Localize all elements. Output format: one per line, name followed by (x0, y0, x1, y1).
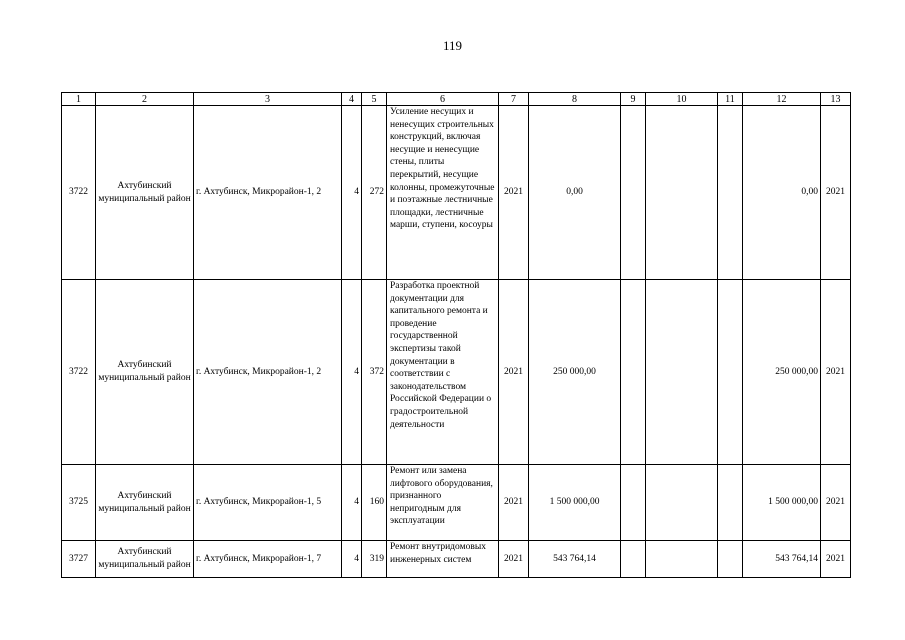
col4-cell: 4 (342, 106, 362, 280)
table-row (62, 541, 851, 578)
repair-program-table (61, 92, 851, 578)
col9-cell (621, 465, 646, 541)
col10-cell (646, 106, 718, 280)
col11-cell (718, 465, 743, 541)
address-cell: г. Ахтубинск, Микрорайон-1, 7 (194, 541, 342, 578)
header-cell: 1 (62, 93, 96, 106)
municipality-cell: Ахтубинский муниципальный район (96, 106, 194, 280)
header-cell: 4 (342, 93, 362, 106)
municipality-cell: Ахтубинский муниципальный район (96, 541, 194, 578)
header-cell: 12 (743, 93, 821, 106)
object-id-cell: 3722 (62, 106, 96, 280)
col11-cell (718, 106, 743, 280)
work-type-cell: Ремонт или замена лифтового оборудования, признанного непригодным для эксплуатации (387, 465, 499, 541)
table-row (62, 106, 851, 280)
work-type-cell: Ремонт внутридомовых инженерных систем (387, 541, 499, 578)
object-id-cell: 3722 (62, 280, 96, 465)
object-id-cell: 3727 (62, 541, 96, 578)
year-cell: 2021 (499, 465, 529, 541)
col4-cell: 4 (342, 541, 362, 578)
col9-cell (621, 106, 646, 280)
header-row (62, 93, 851, 106)
address-cell: г. Ахтубинск, Микрорайон-1, 5 (194, 465, 342, 541)
header-cell: 13 (821, 93, 851, 106)
header-cell: 7 (499, 93, 529, 106)
col4-cell: 4 (342, 280, 362, 465)
cost-cell: 543 764,14 (529, 541, 621, 578)
end-year-cell: 2021 (821, 106, 851, 280)
col5-cell: 372 (362, 280, 387, 465)
municipality-cell: Ахтубинский муниципальный район (96, 280, 194, 465)
total-cost-cell: 543 764,14 (743, 541, 821, 578)
total-cost-cell: 0,00 (743, 106, 821, 280)
work-type-cell: Усиление несущих и ненесущих строительных конструкций, включая несущие и ненесущие стены, плиты перекрытий, несущие колонны, промежуточные и поэтажные лестничные площадки, лестничные марши, ступени, косоуры (387, 106, 499, 280)
col10-cell (646, 280, 718, 465)
col11-cell (718, 280, 743, 465)
header-cell: 9 (621, 93, 646, 106)
col10-cell (646, 541, 718, 578)
end-year-cell: 2021 (821, 280, 851, 465)
municipality-cell: Ахтубинский муниципальный район (96, 465, 194, 541)
total-cost-cell: 250 000,00 (743, 280, 821, 465)
col5-cell: 272 (362, 106, 387, 280)
year-cell: 2021 (499, 280, 529, 465)
year-cell: 2021 (499, 541, 529, 578)
cost-cell: 250 000,00 (529, 280, 621, 465)
address-cell: г. Ахтубинск, Микрорайон-1, 2 (194, 106, 342, 280)
end-year-cell: 2021 (821, 465, 851, 541)
header-cell: 10 (646, 93, 718, 106)
header-cell: 8 (529, 93, 621, 106)
work-type-cell: Разработка проектной документации для капитального ремонта и проведение государственной экспертизы такой документации в соответствии с законодательством Российской Федерации о градостроительной деятельности (387, 280, 499, 465)
col4-cell: 4 (342, 465, 362, 541)
col10-cell (646, 465, 718, 541)
header-cell: 11 (718, 93, 743, 106)
address-cell: г. Ахтубинск, Микрорайон-1, 2 (194, 280, 342, 465)
table-row (62, 465, 851, 541)
cost-cell: 0,00 (529, 106, 621, 280)
object-id-cell: 3725 (62, 465, 96, 541)
header-cell: 6 (387, 93, 499, 106)
total-cost-cell: 1 500 000,00 (743, 465, 821, 541)
end-year-cell: 2021 (821, 541, 851, 578)
col5-cell: 319 (362, 541, 387, 578)
cost-cell: 1 500 000,00 (529, 465, 621, 541)
page-number: 119 (442, 38, 463, 53)
col11-cell (718, 541, 743, 578)
table-row (62, 280, 851, 465)
col9-cell (621, 541, 646, 578)
col9-cell (621, 280, 646, 465)
year-cell: 2021 (499, 106, 529, 280)
header-cell: 3 (194, 93, 342, 106)
header-cell: 2 (96, 93, 194, 106)
header-cell: 5 (362, 93, 387, 106)
col5-cell: 160 (362, 465, 387, 541)
